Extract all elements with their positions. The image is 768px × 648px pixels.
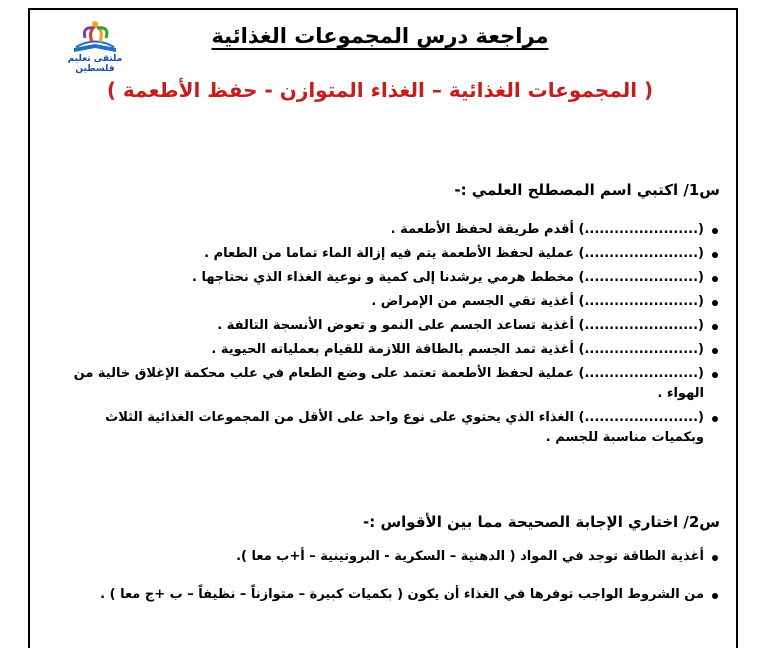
question-1-heading: س1/ اكتبي اسم المصطلح العلمي :- xyxy=(454,181,720,199)
list-item: (.......................) عملية لحفظ الأطعمة تعتمد على وضع الطعام في علب محكمة الإغلاق خالية من الهواء . xyxy=(65,364,720,404)
logo-text: ملتقى تعليم فلسطين xyxy=(67,54,123,74)
list-item: (.......................) أغذية تساعد الجسم على النمو و تعوض الأنسجة التالفة . xyxy=(65,316,720,336)
question-1-list xyxy=(65,220,720,452)
list-item: (.......................) أغذية تقي الجسم من الإمراض . xyxy=(65,292,720,312)
list-item: (.......................) الغذاء الذي يحتوي على نوع واحد على الأقل من المجموعات الغذائية الثلاث وبكميات مناسبة للجسم . xyxy=(65,408,720,448)
list-item: (.......................) عملية لحفظ الأطعمة يتم فيه إزالة الماء تماما من الطعام . xyxy=(65,244,720,264)
question-2-list xyxy=(65,547,720,623)
page-title: مراجعة درس المجموعات الغذائية xyxy=(211,24,549,48)
list-item: من الشروط الواجب توفرها في الغذاء أن يكون ( بكميات كبيرة – متوازناً – نظيفاً – ب +ج معا ) . xyxy=(65,585,720,605)
question-2-heading: س2/ اختاري الإجابة الصحيحة مما بين الأقواس :- xyxy=(363,513,720,531)
list-item: (.......................) أقدم طريقة لحفظ الأطعمة . xyxy=(65,220,720,240)
logo xyxy=(52,18,138,74)
list-item: (.......................) أغذية تمد الجسم بالطاقة اللازمة للقيام بعملياته الحيوية . xyxy=(65,340,720,360)
list-item: أغذية الطاقة توجد في المواد ( الدهنية – السكرية - البروتينية – أ+ب معا ). xyxy=(65,547,720,567)
page-subtitle: ( المجموعات الغذائية – الغذاء المتوازن - حفظ الأطعمة ) xyxy=(106,78,654,102)
logo-book-icon xyxy=(52,18,138,54)
list-item: (.......................) مخطط هرمي يرشدنا إلى كمية و نوعية الغذاء الذي نحتاجها . xyxy=(65,268,720,288)
